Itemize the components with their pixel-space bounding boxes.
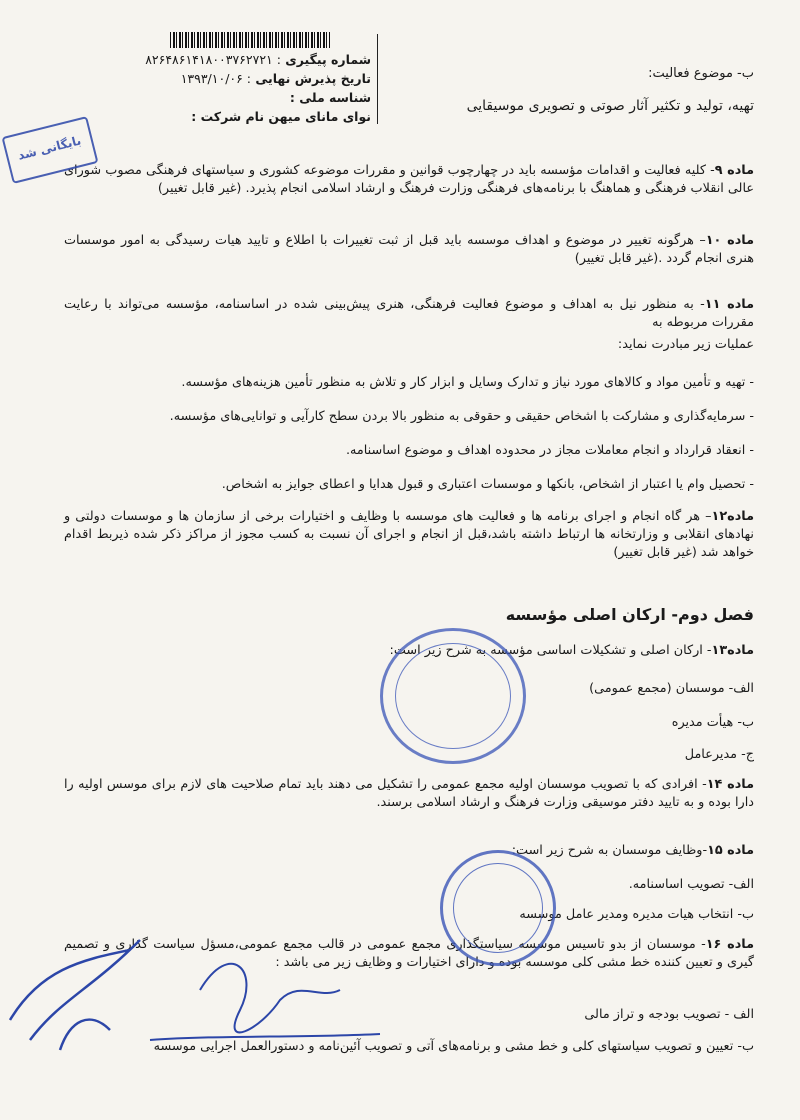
article-11-intro: عملیات زیر مبادرت نماید:: [617, 337, 754, 352]
activity-text: تهیه، تولید و تکثیر آثار صوتی و تصویری موسیقایی: [466, 98, 754, 114]
article-9-label: ماده ۹: [714, 163, 754, 178]
article-16-label: ماده ۱۶: [705, 937, 754, 952]
article-11-item-2: - سرمایه‌گذاری و مشارکت با اشخاص حقیقی و حقوقی به منظور بالا بردن سطح کارآیی و توانایی‌های مؤسسه.: [169, 409, 754, 424]
date-label: تاریخ پذیرش نهایی: [255, 71, 371, 86]
article-12-label: ماده۱۲: [711, 509, 754, 524]
article-12-text: – هر گاه انجام و اجرای برنامه ها و فعالیت های موسسه با وظایف و اختیارات برخی از سازمان ها و موسسات دولتی و نهادهای انقلابی و وزارتخانه ها ارتباط داشته باشد،قبل از انجام و اجرای آن نسبت به کسب مجوز از مراکز ذکر شده ذیربط اقدام خواهد شد (غیر قابل تغییر): [64, 509, 754, 560]
article-11-item-3: - انعقاد قرارداد و انجام معاملات مجاز در محدوده اهداف و موضوع اساسنامه.: [345, 443, 754, 458]
tracking-label: شماره پیگیری: [285, 52, 371, 67]
article-13-item-1: الف- موسسان (مجمع عمومی): [589, 681, 754, 696]
article-16-item-2: ب- تعیین و تصویب سیاستهای کلی و خط مشی و برنامه‌های آتی و تصویب آئین‌نامه و دستورالعمل اجرایی موسسه: [153, 1039, 754, 1054]
signatures-icon: [0, 930, 400, 1060]
article-11: [64, 296, 754, 332]
article-15: [64, 842, 754, 860]
article-9-text: - کلیه فعالیت و اقدامات مؤسسه باید در چهارچوب قوانین و مقررات موضوعه کشوری و سیاستهای فرهنگی مصوب شورای عالی انقلاب فرهنگی و هماهنگ با برنامه‌های فرهنگی وزارت فرهنگ و ارشاد اسلامی انجام پذیرد. (غیر قابل تغییر): [64, 163, 754, 196]
article-16-item-1: الف - تصویب بودجه و تراز مالی: [584, 1007, 754, 1022]
ministry-seal-icon: [440, 850, 556, 966]
article-13-label: ماده۱۳: [711, 643, 754, 658]
national-id-label: شناسه ملی :: [289, 90, 371, 105]
article-11-item-4: - تحصیل وام یا اعتبار از اشخاص، بانکها و موسسات اعتباری و قبول هدایا و اعطای جوایز به اشخاص.: [221, 477, 754, 492]
article-16-text: - موسسان از بدو تاسیس موسسه سیاستگذاری مجمع عمومی در قالب مجمع عمومی،مسؤل سیاست گذاری و تصمیم گیری و تعیین کننده خط مشی کلی موسسه بوده و دارای اختیارات و وظایف زیر می باشد :: [64, 937, 754, 970]
article-15-label: ماده ۱۵: [707, 843, 754, 858]
company-label: نوای ماناى میهن نام شرکت :: [191, 109, 371, 124]
article-10: [64, 232, 754, 268]
tracking-value: ۸۲۶۴۸۶۱۴۱۸۰۰۳۷۶۲۷۲۱ :: [145, 52, 281, 67]
article-11-text: - به منظور نیل به اهداف و موضوع فعالیت فرهنگی، هنری پیش‌بینی شده در اساسنامه، مؤسسه می‌تواند با رعایت مقررات مربوطه به: [64, 297, 754, 330]
archive-stamp: بایگانی شد: [2, 116, 99, 184]
registration-header: [92, 34, 378, 124]
article-13-item-3: ج- مدیرعامل: [684, 747, 754, 762]
article-11-item-1: - تهیه و تأمین مواد و کالاهای مورد نیاز و تدارک وسایل و ابزار کار و تلاش به منظور تأمین هزینه‌های مؤسسه.: [181, 375, 754, 390]
article-14-text: - افرادی که با تصویب موسسان اولیه مجمع عمومی را تشکیل می دهند باید تمام صلاحیت های لازم برای موسس اولیه را دارا بوده و به تایید دفتر موسیقی وزارت فرهنگ و ارشاد اسلامی برسند.: [64, 777, 754, 810]
article-15-text: -وظایف موسسان به شرح زیر است:: [511, 843, 708, 858]
institute-seal-icon: [380, 628, 526, 764]
tracking-line: [145, 50, 371, 69]
article-12: [64, 508, 754, 562]
article-15-item-1: الف- تصویب اساسنامه.: [628, 877, 754, 892]
date-value: ۱۳۹۳/۱۰/۰۶ :: [180, 71, 252, 86]
article-13-text: - ارکان اصلی و تشکیلات اساسی مؤسسه به شرح زیر است:: [389, 643, 712, 658]
article-10-text: – هرگونه تغییر در موضوع و اهداف موسسه باید قبل از ثبت تغییرات با اطلاع و تایید هیات رسیدگی به امور موسسات هنری انجام گردد .(غیر قابل تغییر): [64, 233, 754, 266]
section-2-title: فصل دوم- ارکان اصلی مؤسسه: [505, 605, 754, 624]
article-13-item-2: ب- هیأت مدیره: [671, 715, 754, 730]
activity-title: ب- موضوع فعالیت:: [648, 66, 754, 81]
barcode: [170, 32, 330, 48]
date-line: [181, 69, 371, 88]
article-10-label: ماده ۱۰: [705, 233, 754, 248]
article-14: [64, 776, 754, 812]
article-11-label: ماده ۱۱: [704, 297, 754, 312]
article-14-label: ماده ۱۴: [706, 777, 754, 792]
article-9: [64, 162, 754, 198]
article-15-item-2: ب- انتخاب هیات مدیره ومدیر عامل موسسه: [519, 907, 754, 922]
